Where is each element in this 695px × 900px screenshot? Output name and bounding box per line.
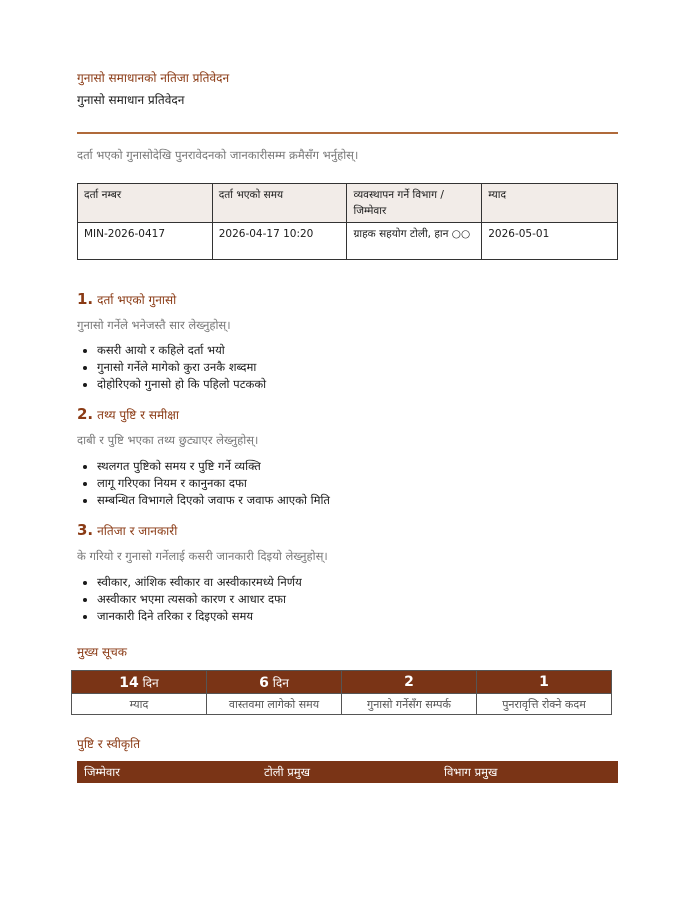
header-registration-time: दर्ता भएको समय <box>212 184 347 223</box>
signoff-department-head: विभाग प्रमुख <box>438 762 618 783</box>
registration-table <box>77 183 618 260</box>
section-2-number: 2. <box>77 405 94 423</box>
header-responsible-department: व्यवस्थापन गर्ने विभाग / जिम्मेवार <box>347 184 482 223</box>
list-item: • दोहोरिएको गुनासो हो कि पहिलो पटकको <box>97 376 266 393</box>
kpi-value-actual-time: 6 दिन <box>207 671 342 694</box>
section-3-heading <box>77 521 177 539</box>
signoff-table <box>77 761 618 783</box>
cell-registration-number: MIN-2026-0417 <box>78 223 213 260</box>
section-1-heading <box>77 290 176 308</box>
section-1-note: गुनासो गर्नेले भनेजस्तै सार लेख्नुहोस्। <box>77 318 231 332</box>
signoff-header-row <box>78 762 618 783</box>
section-1-list <box>77 342 266 393</box>
kpi-value-row <box>72 671 612 694</box>
list-item: • स्वीकार, आंशिक स्वीकार वा अस्वीकारमध्ये निर्णय <box>97 574 302 591</box>
intro-text: दर्ता भएको गुनासोदेखि पुनरावेदनको जानकारीसम्म क्रमैसँग भर्नुहोस्। <box>77 148 359 162</box>
header-deadline: म्याद <box>482 184 618 223</box>
signoff-responsible: जिम्मेवार <box>78 762 258 783</box>
section-3-title: नतिजा र जानकारी <box>97 524 178 538</box>
list-item: • लागू गरिएका नियम र कानुनका दफा <box>97 475 330 492</box>
kpi-label-deadline: म्याद <box>72 694 207 715</box>
list-item: • गुनासो गर्नेले मागेको कुरा उनकै शब्दमा <box>97 359 266 376</box>
registration-data-row <box>78 223 618 260</box>
kpi-heading: मुख्य सूचक <box>77 645 127 659</box>
section-2-heading <box>77 405 179 423</box>
title-divider <box>77 132 618 134</box>
section-1-number: 1. <box>77 290 94 308</box>
section-1-title: दर्ता भएको गुनासो <box>97 293 177 307</box>
list-item: • सम्बन्धित विभागले दिएको जवाफ र जवाफ आएको मिति <box>97 492 330 509</box>
kpi-table <box>71 670 612 715</box>
section-2-list <box>77 458 330 509</box>
kpi-value-prevention-steps: 1 <box>477 671 612 694</box>
section-3-number: 3. <box>77 521 94 539</box>
list-item: • जानकारी दिने तरिका र दिइएको समय <box>97 608 302 625</box>
kpi-label-prevention-steps: पुनरावृत्ति रोक्ने कदम <box>477 694 612 715</box>
cell-deadline: 2026-05-01 <box>482 223 618 260</box>
document-subtitle: गुनासो समाधान प्रतिवेदन <box>77 93 185 107</box>
kpi-value-contacts: 2 <box>342 671 477 694</box>
cell-registration-time: 2026-04-17 10:20 <box>212 223 347 260</box>
kpi-label-row <box>72 694 612 715</box>
registration-header-row <box>78 184 618 223</box>
signoff-team-lead: टोली प्रमुख <box>258 762 438 783</box>
signoff-heading: पुष्टि र स्वीकृति <box>77 737 141 751</box>
kpi-label-contacts: गुनासो गर्नेसँग सम्पर्क <box>342 694 477 715</box>
section-3-list <box>77 574 302 625</box>
list-item: • कसरी आयो र कहिले दर्ता भयो <box>97 342 266 359</box>
kpi-value-deadline: 14 दिन <box>72 671 207 694</box>
kpi-label-actual-time: वास्तवमा लागेको समय <box>207 694 342 715</box>
section-3-note: के गरियो र गुनासो गर्नेलाई कसरी जानकारी दिइयो लेख्नुहोस्। <box>77 549 328 563</box>
section-2-title: तथ्य पुष्टि र समीक्षा <box>97 408 179 422</box>
list-item: • अस्वीकार भएमा त्यसको कारण र आधार दफा <box>97 591 302 608</box>
list-item: • स्थलगत पुष्टिको समय र पुष्टि गर्ने व्यक्ति <box>97 458 330 475</box>
section-2-note: दाबी र पुष्टि भएका तथ्य छुट्याएर लेख्नुहोस्। <box>77 433 259 447</box>
header-registration-number: दर्ता नम्बर <box>78 184 213 223</box>
document-title: गुनासो समाधानको नतिजा प्रतिवेदन <box>77 71 230 85</box>
cell-responsible-department: ग्राहक सहयोग टोली, हान ○○ <box>347 223 482 260</box>
